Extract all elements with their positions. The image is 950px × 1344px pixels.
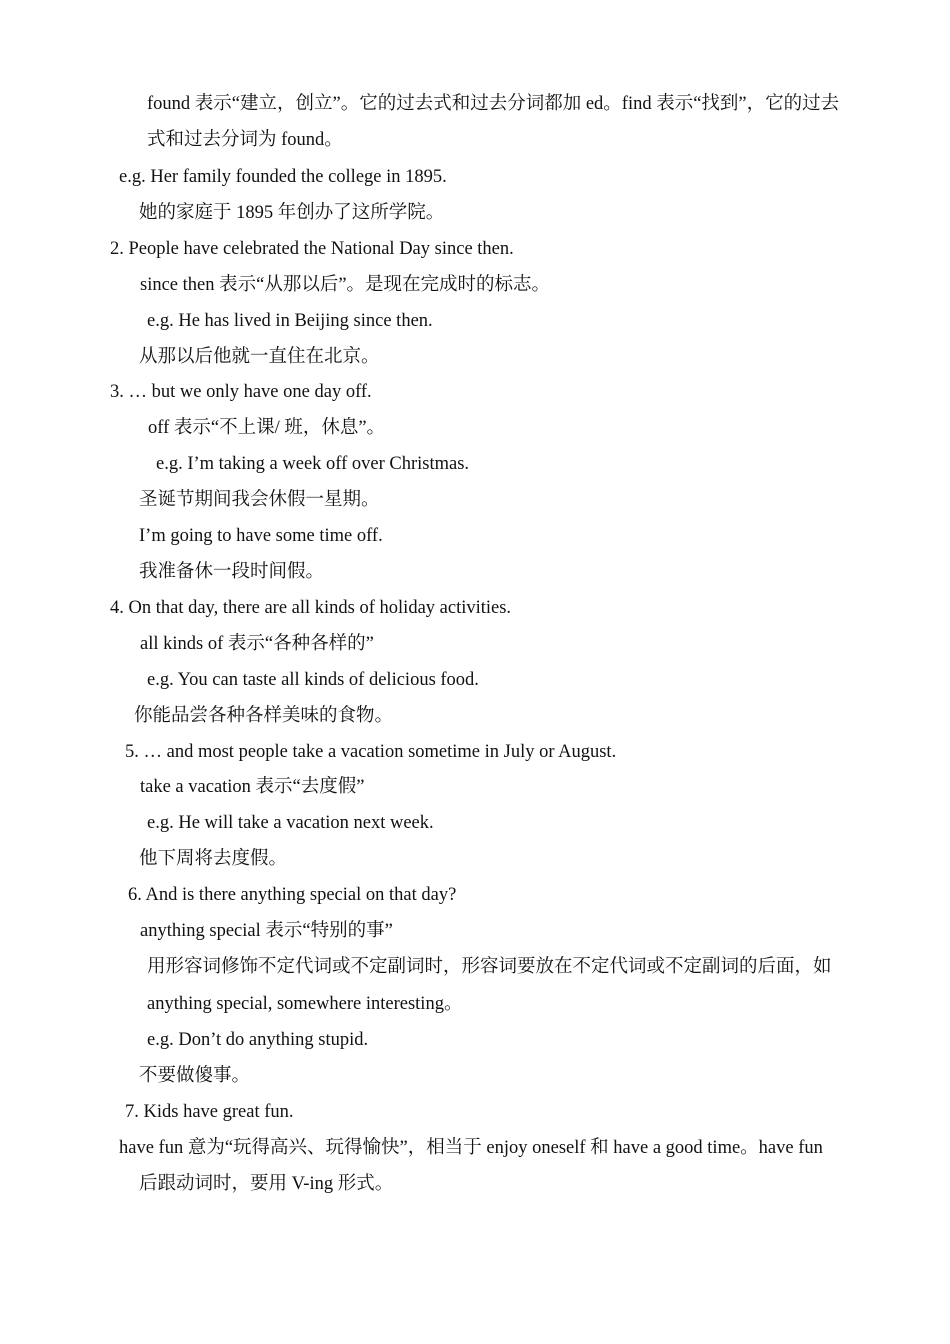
example-sentence: e.g. You can taste all kinds of delicious food. — [147, 670, 479, 690]
example-translation: 他下周将去度假。 — [139, 849, 288, 869]
example-sentence: I’m going to have some time off. — [139, 526, 383, 546]
example-sentence: e.g. Her family founded the college in 1895. — [119, 167, 447, 187]
text-line-have-fun-cont: 后跟动词时，要用 V-ing 形式。 — [139, 1174, 394, 1194]
example-sentence: e.g. He will take a vacation next week. — [147, 813, 434, 833]
example-translation: 不要做傻事。 — [139, 1066, 251, 1086]
example-translation: 她的家庭于 1895 年创办了这所学院。 — [139, 203, 445, 223]
example-sentence: e.g. Don’t do anything stupid. — [147, 1030, 369, 1050]
example-translation: 从那以后他就一直住在北京。 — [139, 347, 380, 367]
example-translation: 你能品尝各种各样美味的食物。 — [134, 706, 394, 726]
text-line-anything-special: anything special 表示“特别的事” — [140, 921, 393, 941]
text-line-found-explanation: found 表示“建立，创立”。它的过去式和过去分词都加 ed。find 表示“找到”，它的过去 — [147, 94, 840, 114]
item-heading-6: 6. And is there anything special on that day? — [128, 885, 457, 905]
item-heading-2: 2. People have celebrated the National Day since then. — [110, 239, 514, 259]
text-line-grammar-rule-cont: anything special, somewhere interesting。 — [147, 994, 463, 1014]
text-line-have-fun: have fun 意为“玩得高兴、玩得愉快”，相当于 enjoy oneself 和 have a good time。have fun — [119, 1138, 823, 1158]
text-line-take-a-vacation: take a vacation 表示“去度假” — [140, 777, 365, 797]
example-sentence: e.g. I’m taking a week off over Christmas. — [156, 454, 470, 474]
text-line-found-explanation-cont: 式和过去分词为 found。 — [147, 130, 343, 150]
text-line-all-kinds-of: all kinds of 表示“各种各样的” — [140, 634, 374, 654]
text-line-off: off 表示“不上课/ 班，休息”。 — [148, 418, 386, 438]
example-sentence: e.g. He has lived in Beijing since then. — [147, 311, 433, 331]
item-heading-3: 3. … but we only have one day off. — [110, 382, 372, 402]
text-line-grammar-rule: 用形容词修饰不定代词或不定副词时，形容词要放在不定代词或不定副词的后面，如 — [147, 957, 832, 977]
example-translation: 圣诞节期间我会休假一星期。 — [139, 490, 380, 510]
item-heading-5: 5. … and most people take a vacation sometime in July or August. — [125, 742, 617, 762]
item-heading-4: 4. On that day, there are all kinds of holiday activities. — [110, 598, 512, 618]
item-heading-7: 7. Kids have great fun. — [125, 1102, 294, 1122]
text-line-since-then: since then 表示“从那以后”。是现在完成时的标志。 — [140, 275, 551, 295]
example-translation: 我准备休一段时间假。 — [139, 562, 325, 582]
